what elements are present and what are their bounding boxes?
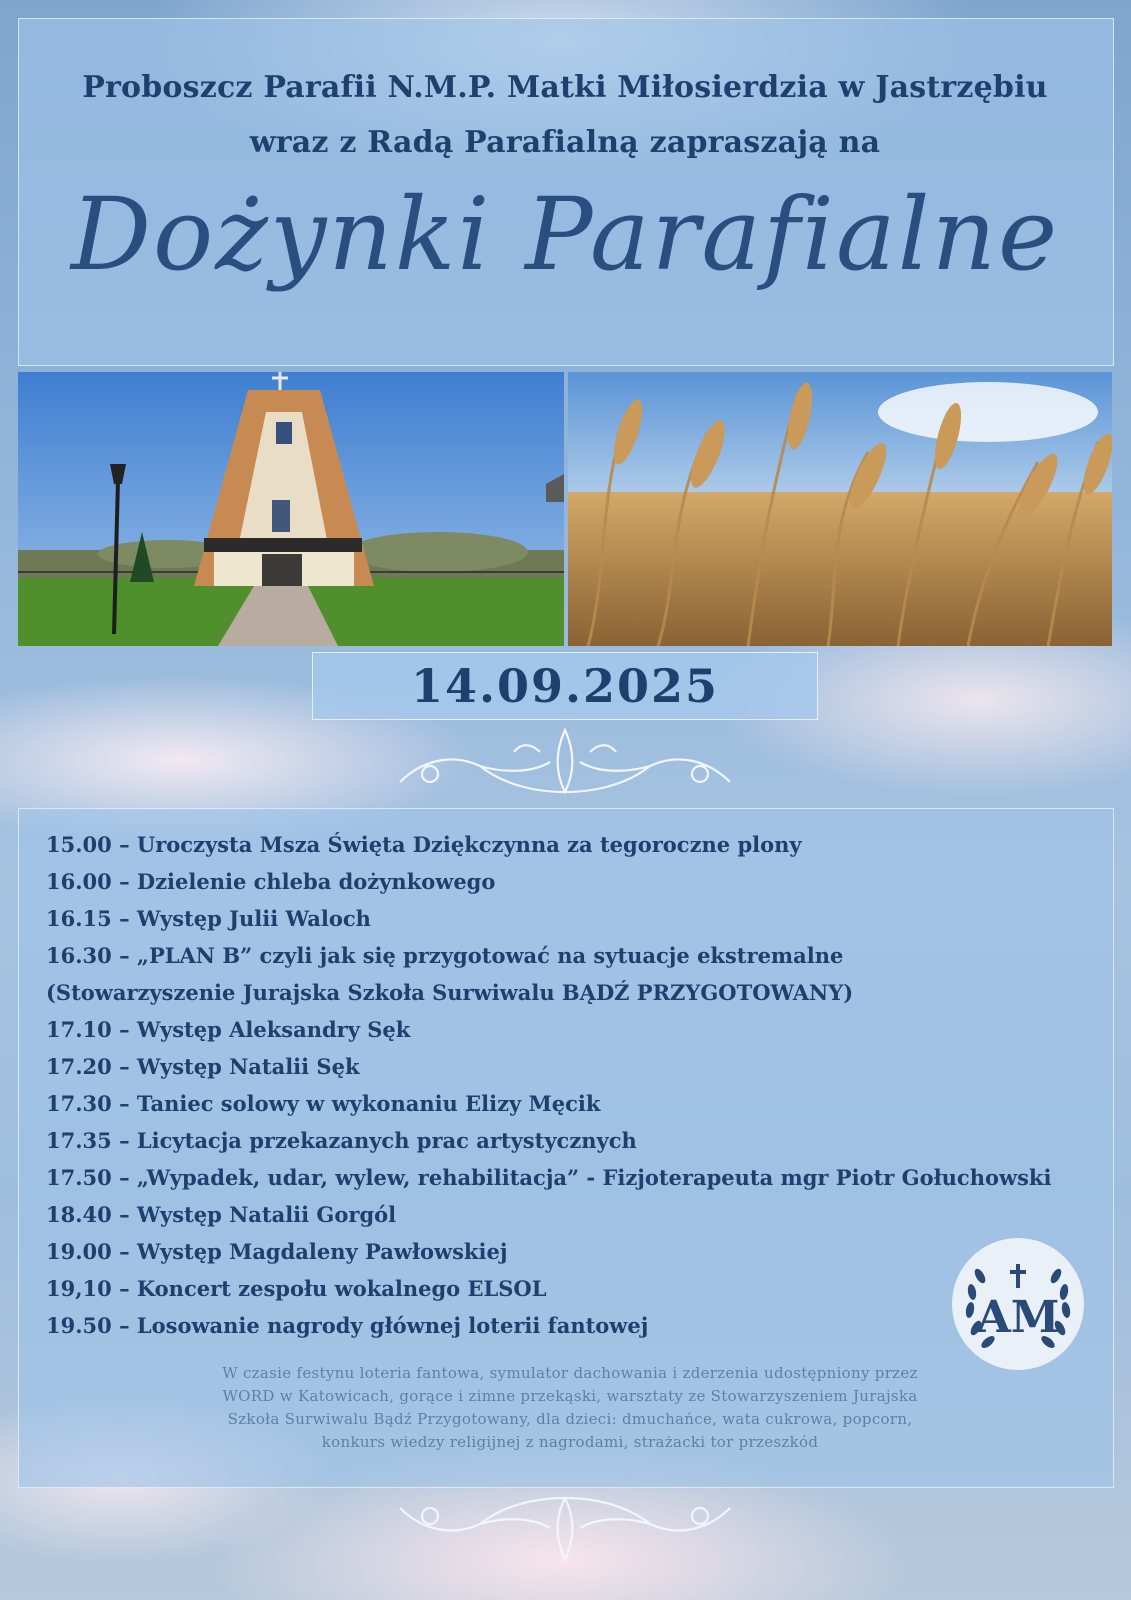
program-item: 17.50 – „Wypadek, udar, wylew, rehabilitacja” - Fizjoterapeuta mgr Piotr Gołuchowski — [46, 1165, 1052, 1190]
program-item: 15.00 – Uroczysta Msza Święta Dziękczynna za tegoroczne plony — [46, 832, 802, 857]
program-item: 16.00 – Dzielenie chleba dożynkowego — [46, 869, 496, 894]
ornament-flourish-icon — [390, 722, 740, 802]
program-item: 19.00 – Występ Magdaleny Pawłowskiej — [46, 1239, 508, 1264]
program-item: 19.50 – Losowanie nagrody głównej loterii fantowej — [46, 1313, 649, 1338]
wheat-photo — [568, 372, 1112, 646]
header-line-1: Proboszcz Parafii N.M.P. Matki Miłosierdzia w Jastrzębiu — [82, 70, 1048, 105]
info-line: WORD w Katowicach, gorące i zimne przekąski, warsztaty ze Stowarzyszeniem Jurajska — [222, 1387, 918, 1405]
event-title: Dożynki Parafialne — [70, 176, 1060, 293]
info-text — [160, 1362, 980, 1454]
marian-monogram-icon — [950, 1236, 1086, 1372]
program-item: (Stowarzyszenie Jurajska Szkoła Surwiwalu BĄDŹ PRZYGOTOWANY) — [46, 980, 854, 1005]
church-photo — [18, 372, 564, 646]
info-line: konkurs wiedzy religijnej z nagrodami, strażacki tor przeszkód — [321, 1433, 819, 1451]
program-item: 16.30 – „PLAN B” czyli jak się przygotować na sytuacje ekstremalne — [46, 943, 844, 968]
church-illustration — [18, 372, 564, 646]
program-item: 17.10 – Występ Aleksandry Sęk — [46, 1017, 411, 1042]
event-date-box — [312, 652, 818, 720]
logo-monogram: AM — [976, 1292, 1060, 1343]
info-line: Szkoła Surwiwalu Bądź Przygotowany, dla dzieci: dmuchańce, wata cukrowa, popcorn, — [227, 1410, 913, 1428]
program-item: 17.20 – Występ Natalii Sęk — [46, 1054, 360, 1079]
program-list — [46, 826, 1106, 1344]
wheat-illustration — [568, 372, 1112, 646]
program-item: 17.35 – Licytacja przekazanych prac artystycznych — [46, 1128, 637, 1153]
program-item: 16.15 – Występ Julii Waloch — [46, 906, 371, 931]
program-item: 18.40 – Występ Natalii Gorgól — [46, 1202, 397, 1227]
info-line: W czasie festynu loteria fantowa, symulator dachowania i zderzenia udostępniony przez — [222, 1364, 918, 1382]
program-item: 17.30 – Taniec solowy w wykonaniu Elizy Męcik — [46, 1091, 601, 1116]
program-item: 19,10 – Koncert zespołu wokalnego ELSOL — [46, 1276, 547, 1301]
header-line-2: wraz z Radą Parafialną zapraszają na — [249, 125, 881, 160]
ornament-flourish-icon — [390, 1488, 740, 1568]
event-date: 14.09.2025 — [410, 659, 720, 713]
